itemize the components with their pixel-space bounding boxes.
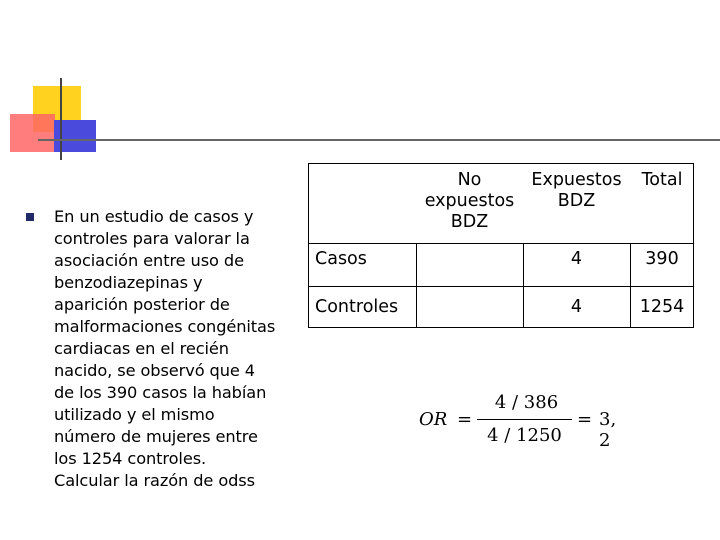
header-total: Total <box>641 170 683 190</box>
header-no-expuestos-line3: BDZ <box>450 212 489 232</box>
header-no-expuestos-line2: expuestos <box>424 191 515 211</box>
cell-controles-total: 1254 <box>639 297 685 317</box>
odds-ratio-formula <box>419 392 619 452</box>
cell-casos-total: 390 <box>645 249 679 269</box>
row-label-casos: Casos <box>315 249 367 269</box>
table-divider <box>308 243 694 244</box>
row-label-controles: Controles <box>315 297 399 317</box>
table-border-left <box>308 163 309 328</box>
formula-denominator: 4 / 1250 <box>487 425 562 446</box>
fraction-bar <box>477 419 572 420</box>
cell-casos-expuestos: 4 <box>570 249 583 269</box>
formula-lhs: OR <box>419 409 448 430</box>
table-border-top <box>308 163 694 164</box>
header-expuestos-line2: BDZ <box>557 191 596 211</box>
header-expuestos <box>523 170 630 212</box>
header-no-expuestos <box>416 170 523 233</box>
title-divider-line <box>38 139 720 141</box>
table-border-bottom <box>308 327 694 328</box>
formula-equals-result: = <box>577 409 593 430</box>
header-no-expuestos-line1: No <box>457 170 482 190</box>
formula-equals: = <box>457 409 473 430</box>
formula-result: 3, 2 <box>599 409 617 451</box>
cell-controles-expuestos: 4 <box>570 297 583 317</box>
problem-statement: En un estudio de casos y controles para valorar la asociación entre uso de benzodiazepinas y aparición posterior de malformaciones congénitas cardiacas en el recién nacido, se observó que 4 de los 390 casos la habían utilizado y el mismo número de mujeres entre los 1254 controles. Calcular la razón de odss <box>54 207 276 490</box>
contingency-table <box>308 163 694 328</box>
slide-logo-decoration <box>0 0 100 160</box>
table-divider <box>308 286 694 287</box>
header-expuestos-line1: Expuestos <box>531 170 622 190</box>
bullet-marker <box>26 213 34 221</box>
formula-numerator: 4 / 386 <box>494 392 559 413</box>
